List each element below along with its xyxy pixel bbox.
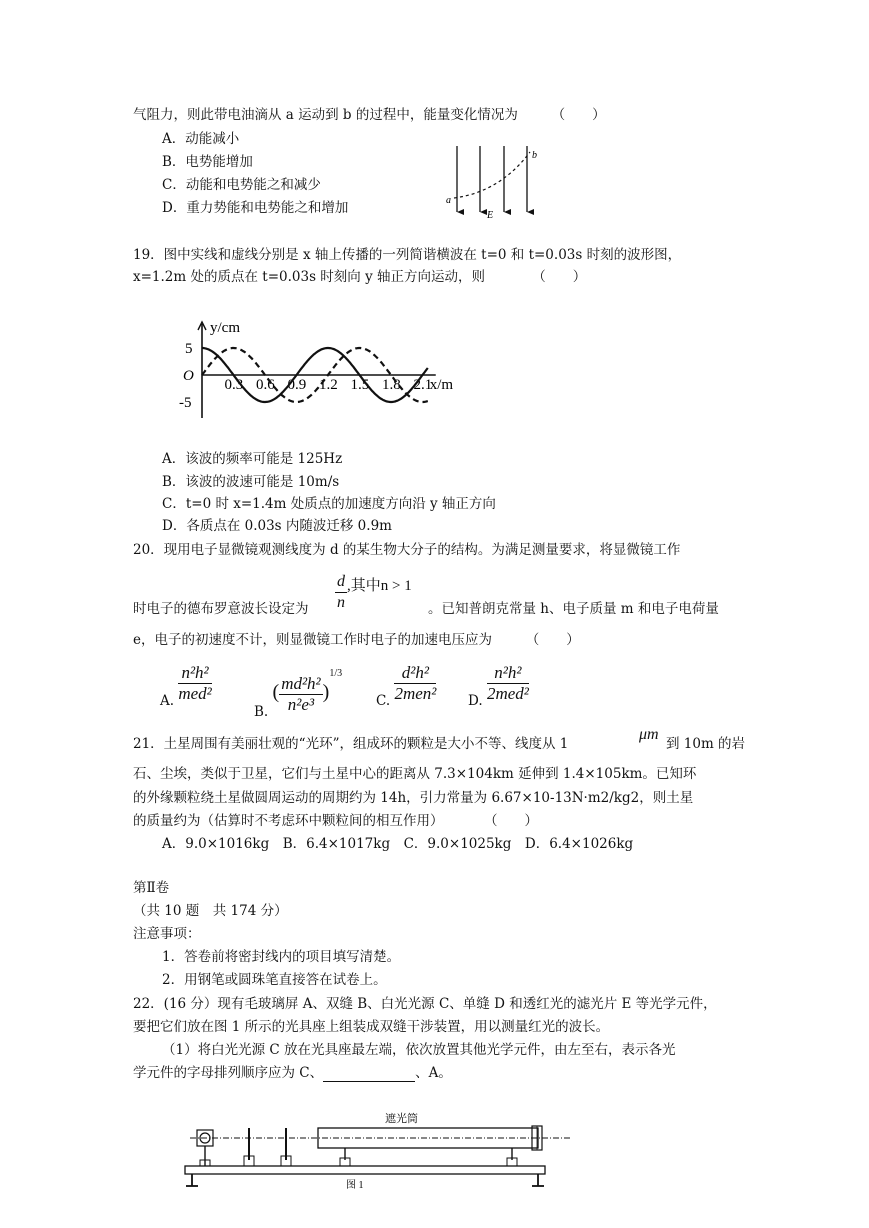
q22-line2: 要把它们放在图 1 所示的光具座上组装成双缝干涉装置，用以测量红光的波长。: [133, 1019, 610, 1035]
q20-line3: e，电子的初速度不计，则显微镜工作时电子的加速电压应为 （ ）: [133, 632, 580, 648]
x-tick-label: 1.2: [319, 377, 338, 393]
notice-item-1: 1．答卷前将密封线内的项目填写清楚。: [162, 949, 401, 965]
part2-subtitle: （共 10 题 共 174 分）: [133, 903, 288, 919]
origin-label: O: [183, 368, 194, 384]
q21-line1a: 21．土星周围有美丽壮观的“光环”，组成环的颗粒是大小不等、线度从 1: [133, 736, 569, 752]
q19-line1: 19．图中实线和虚线分别是 x 轴上传播的一列简谐横波在 t=0 和 t=0.03s 时刻的波形图，: [133, 247, 682, 263]
y-tick-label: 5: [185, 341, 193, 357]
q21-options: A．9.0×1016kg B．6.4×1017kg C．9.0×1025kg D．6.4×1026kg: [162, 836, 634, 852]
x-tick-label: 0.9: [287, 377, 307, 393]
formula-condition: ,其中n > 1: [347, 578, 412, 594]
q19-line2: x=1.2m 处的质点在 t=0.03s 时刻向 y 轴正方向运动，则 （ ）: [133, 269, 587, 285]
q21-line2: 石、尘埃，类似于卫星，它们与土星中心的距离从 7.3×104km 延伸到 1.4×105km。已知环: [133, 766, 697, 782]
y-axis-label: y/cm: [210, 320, 240, 336]
q21-line4: 的质量约为（估算时不考虑环中颗粒间的相互作用） （ ）: [133, 813, 538, 829]
electric-field-figure: [440, 140, 550, 222]
q19-option-b: B．该波的波速可能是 10m/s: [162, 474, 340, 490]
q22-line4-start: 学元件的字母排列顺序应为 C、: [133, 1065, 324, 1081]
q20-option-c: [376, 663, 436, 712]
denominator: 2med²: [486, 684, 529, 703]
q18-option-d: D．重力势能和电势能之和增加: [162, 200, 349, 216]
x-tick-label: 0.6: [256, 377, 275, 393]
q21-unit: μm: [639, 726, 659, 743]
q20-option-d: [468, 663, 529, 712]
q18-option-c: C．动能和电势能之和减少: [162, 177, 321, 193]
q22-line3: （1）将白光光源 C 放在光具座最左端，依次放置其他光学元件，由左至右，表示各光: [162, 1042, 676, 1058]
option-label: A.: [160, 693, 175, 709]
q20-wavelength-formula: [335, 572, 412, 613]
numerator: md²h²: [281, 674, 321, 693]
denominator: med²: [178, 684, 212, 703]
wave-chart: [175, 318, 535, 420]
option-label: B.: [254, 704, 269, 720]
q19-option-d: D．各质点在 0.03s 内随波迁移 0.9m: [162, 518, 392, 534]
q18-option-a: A．动能减小: [162, 131, 240, 147]
power: 1/3: [329, 668, 343, 679]
q19-option-c: C．t=0 时 x=1.4m 处质点的加速度方向沿 y 轴正方向: [162, 496, 496, 512]
y-tick-label: -5: [179, 395, 192, 411]
denominator: 2men²: [394, 684, 437, 703]
q20-option-b: B. ( $\frac{\text{md²h²}}{\text{n²e³}}$ )$^{1/3}$: [254, 668, 343, 720]
answer-blank[interactable]: [323, 1067, 415, 1082]
x-tick-label: 1.8: [382, 377, 401, 393]
q22-line4-end: 、A。: [415, 1065, 452, 1081]
fig-caption: 图 1: [346, 1180, 364, 1191]
q21-line1b: 到 10m 的岩: [666, 736, 746, 752]
q21-line3: 的外缘颗粒绕土星做圆周运动的周期约为 14h，引力常量为 6.67×10-13N·m2/kg2，则土星: [133, 790, 694, 806]
fig-label-a: a: [446, 195, 451, 206]
notice-heading: 注意事项：: [133, 926, 201, 942]
q20-option-a: [160, 663, 212, 712]
formula-numerator: d: [335, 572, 347, 593]
option-label: D.: [468, 693, 483, 709]
q18-option-b: B．电势能增加: [162, 154, 253, 170]
x-tick-label: 2.1: [413, 377, 433, 393]
fig-label-tube: 遮光筒: [385, 1113, 418, 1125]
q20-line2b: 。已知普朗克常量 h、电子质量 m 和电子电荷量: [428, 601, 719, 617]
x-tick-label: 1.5: [350, 377, 370, 393]
q18-stem: 气阻力，则此带电油滴从 a 运动到 b 的过程中，能量变化情况为 （ ）: [133, 107, 606, 123]
numerator: d²h²: [394, 663, 436, 684]
option-label: C.: [376, 693, 391, 709]
part2-title: 第Ⅱ卷: [133, 880, 170, 896]
q20-line1: 20．现用电子显微镜观测线度为 d 的某生物大分子的结构。为满足测量要求，将显微镜工作: [133, 542, 681, 558]
numerator: n²h²: [487, 663, 529, 684]
q20-line2a: 时电子的德布罗意波长设定为: [133, 601, 309, 617]
numerator: n²h²: [178, 663, 211, 684]
fig-label-e: E: [487, 210, 494, 221]
denominator: n²e³: [287, 695, 315, 714]
formula-denominator: n: [337, 594, 345, 611]
x-axis-label: x/m: [429, 377, 454, 393]
fig-label-b: b: [532, 150, 537, 161]
q19-option-a: A．该波的频率可能是 125Hz: [162, 451, 343, 467]
optical-bench-figure: [180, 1108, 570, 1192]
q22-line4: [133, 1064, 452, 1082]
notice-item-2: 2．用钢笔或圆珠笔直接答在试卷上。: [162, 972, 387, 988]
x-tick-label: 0.3: [224, 377, 244, 393]
q22-line1: 22．(16 分）现有毛玻璃屏 A、双缝 B、白光光源 C、单缝 D 和透红光的滤光片 E 等光学元件，: [133, 996, 717, 1012]
